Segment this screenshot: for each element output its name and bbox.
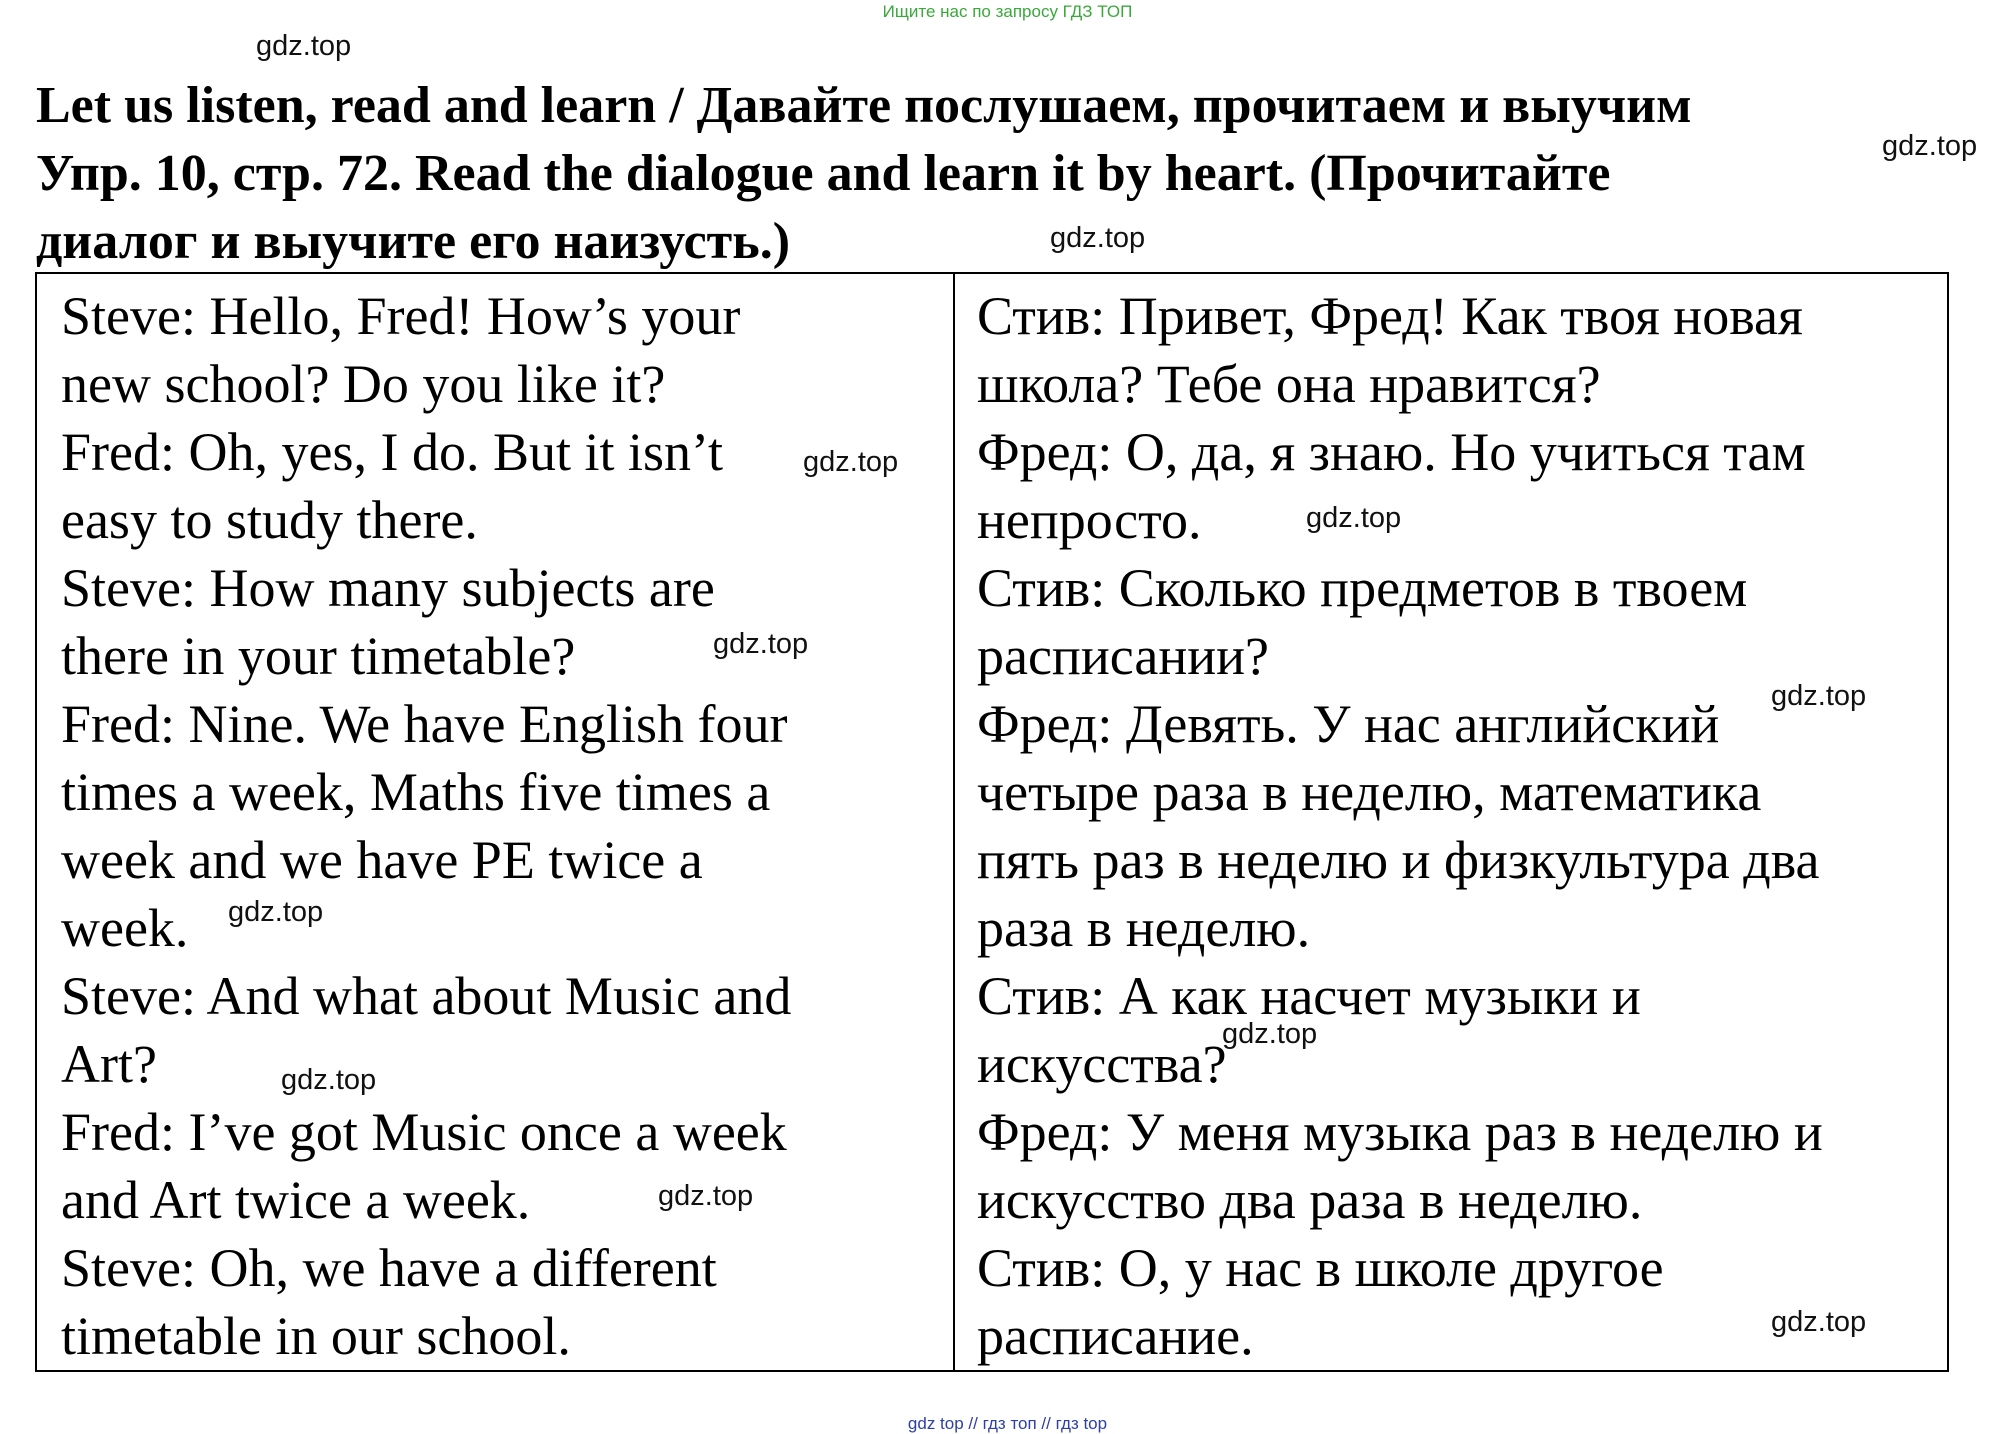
dialogue-line-ru: расписании? (977, 626, 1269, 686)
dialogue-line-ru: Стив: Сколько предметов в твоем (977, 558, 1748, 618)
watermark: gdz.top (803, 446, 899, 478)
english-column (36, 273, 954, 1371)
watermark: gdz.top (713, 628, 809, 660)
dialogue-line-ru: Стив: О, у нас в школе другое (977, 1238, 1664, 1298)
dialogue-line-ru: четыре раза в неделю, математика (977, 762, 1762, 822)
heading-line-3: диалог и выучите его наизусть.) (36, 213, 791, 270)
watermark: gdz.top (1882, 130, 1978, 162)
dialogue-line-ru: непросто. (977, 490, 1202, 550)
dialogue-line-ru: Фред: Девять. У нас английский (977, 694, 1720, 754)
watermark: gdz.top (1771, 1306, 1867, 1338)
dialogue-line-en: times a week, Maths five times a (61, 762, 771, 822)
dialogue-line-en: Steve: And what about Music and (61, 966, 792, 1026)
top-banner: Ищите нас по запросу ГДЗ ТОП (882, 2, 1133, 21)
watermark: gdz.top (658, 1180, 754, 1212)
dialogue-table (35, 272, 1949, 1372)
dialogue-line-ru: раза в неделю. (977, 898, 1311, 958)
dialogue-line-ru: Стив: Привет, Фред! Как твоя новая (977, 286, 1803, 346)
dialogue-line-en: Fred: Nine. We have English four (61, 694, 788, 754)
dialogue-line-en: easy to study there. (61, 490, 478, 550)
watermark: gdz.top (228, 896, 324, 928)
watermark: gdz.top (1050, 222, 1146, 254)
dialogue-line-en: Art? (61, 1034, 157, 1094)
dialogue-line-en: week and we have PE twice a (61, 830, 703, 890)
watermark: gdz.top (1771, 680, 1867, 712)
dialogue-line-ru: Фред: У меня музыка раз в неделю и (977, 1102, 1823, 1162)
dialogue-line-en: Fred: Oh, yes, I do. But it isn’t (61, 422, 724, 482)
heading-line-1: Let us listen, read and learn / Давайте послушаем, прочитаем и выучим (36, 77, 1692, 134)
watermark: gdz.top (281, 1064, 377, 1096)
exercise-heading (36, 72, 1936, 276)
dialogue-line-ru: Стив: А как насчет музыки и (977, 966, 1641, 1026)
dialogue-line-ru: искусство два раза в неделю. (977, 1170, 1643, 1230)
russian-column (954, 273, 1948, 1371)
dialogue-line-ru: искусства? (977, 1034, 1227, 1094)
dialogue-line-en: week. (61, 898, 189, 958)
dialogue-line-en: new school? Do you like it? (61, 354, 666, 414)
watermark: gdz.top (256, 30, 352, 62)
dialogue-line-en: Fred: I’ve got Music once a week (61, 1102, 787, 1162)
dialogue-line-ru: школа? Тебе она нравится? (977, 354, 1601, 414)
dialogue-line-ru: пять раз в неделю и физкультура два (977, 830, 1820, 890)
footer-links: gdz top // гдз топ // гдз top (907, 1414, 1108, 1433)
dialogue-line-en: there in your timetable? (61, 626, 576, 686)
watermark: gdz.top (1222, 1018, 1318, 1050)
heading-line-2: Упр. 10, стр. 72. Read the dialogue and learn it by heart. (Прочитайте (36, 145, 1611, 202)
dialogue-line-en: Steve: How many subjects are (61, 558, 715, 618)
dialogue-line-ru: Фред: О, да, я знаю. Но учиться там (977, 422, 1806, 482)
dialogue-line-ru: расписание. (977, 1306, 1254, 1366)
dialogue-line-en: and Art twice a week. (61, 1170, 531, 1230)
dialogue-line-en: Steve: Hello, Fred! How’s your (61, 286, 741, 346)
dialogue-line-en: Steve: Oh, we have a different (61, 1238, 717, 1298)
dialogue-line-en: timetable in our school. (61, 1306, 571, 1366)
watermark: gdz.top (1306, 502, 1402, 534)
